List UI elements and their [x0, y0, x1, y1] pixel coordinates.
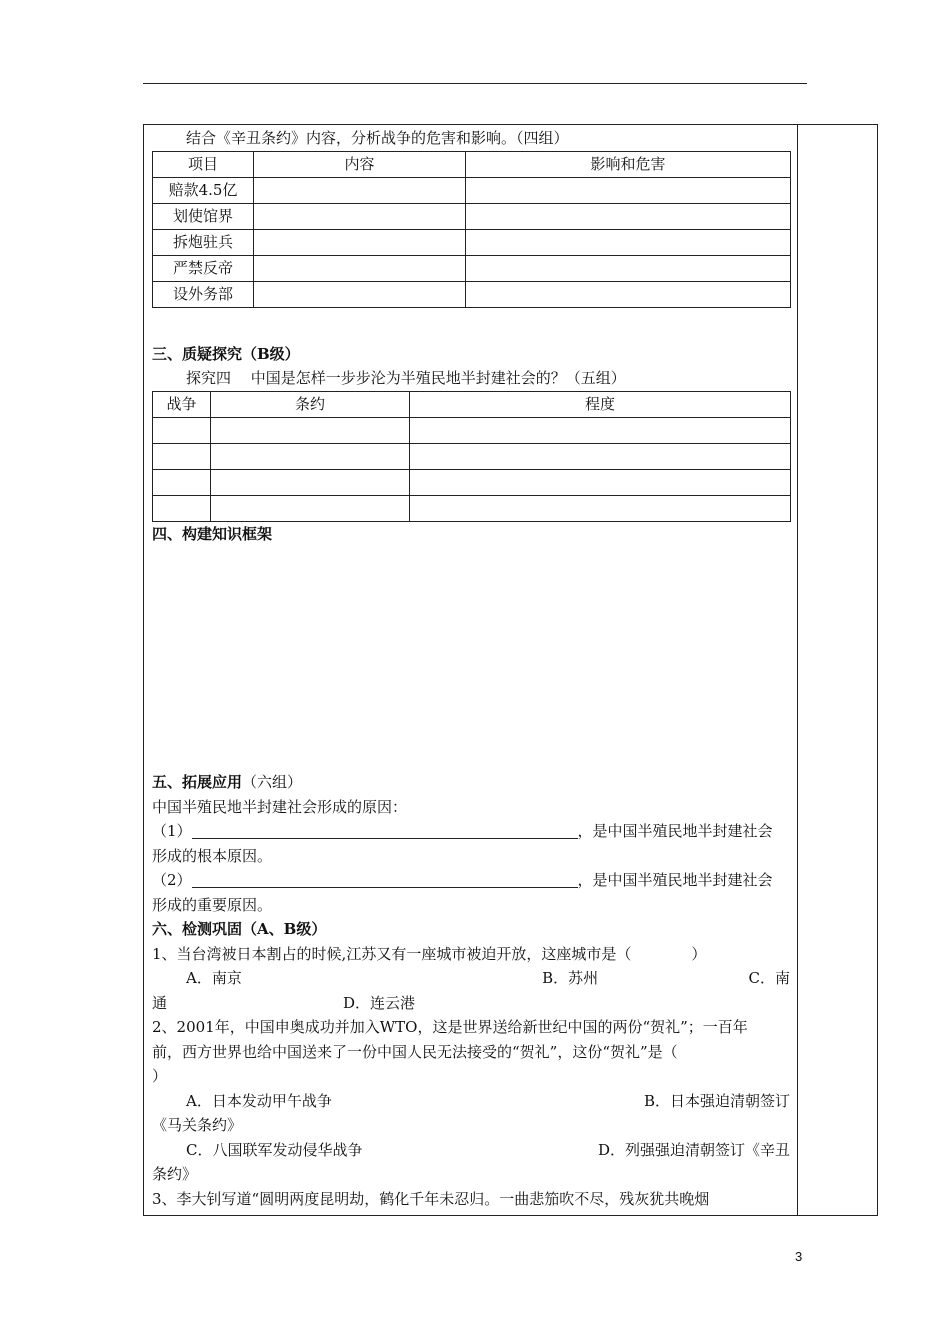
- q2-option-c[interactable]: C．八国联军发动侵华战争: [186, 1140, 363, 1159]
- answer-blank-1[interactable]: [192, 821, 578, 839]
- treaty-cell[interactable]: [211, 469, 410, 495]
- table-row: [153, 469, 791, 495]
- item2-label: （2）: [152, 871, 192, 889]
- q2-options-row-2: [152, 1138, 790, 1163]
- section3-title: 三、质疑探究（B级）: [152, 344, 300, 363]
- q1-option-c-cont: 通: [152, 993, 168, 1012]
- table-header-row: [153, 151, 791, 177]
- q1-option-a[interactable]: A．南京: [186, 969, 242, 987]
- impact-cell[interactable]: [466, 229, 791, 255]
- content-cell[interactable]: [254, 255, 466, 281]
- q3-stem-line1: 3、李大钊写道“圆明两度昆明劫，鹤化千年未忍归。一曲悲笳吹不尽，残灰犹共晚烟: [152, 1189, 710, 1208]
- content-cell[interactable]: [254, 229, 466, 255]
- impact-cell[interactable]: [466, 177, 791, 203]
- q2-stem-line2: 前，西方世界也给中国送来了一份中国人民无法接受的“贺礼”，这份“贺礼”是（: [152, 1042, 678, 1061]
- content-cell[interactable]: [254, 203, 466, 229]
- frame-column-divider: [797, 124, 798, 1216]
- section6-title: 六、检测巩固（A、B级）: [152, 920, 327, 938]
- table-row: [153, 495, 791, 521]
- main-content: [152, 126, 790, 1211]
- row-label: 划使馆界: [153, 203, 254, 229]
- table-row: [153, 255, 791, 281]
- section4-title: 四、构建知识框架: [152, 524, 273, 543]
- header-cell: 战争: [153, 391, 211, 417]
- q1-option-b[interactable]: B．苏州: [542, 969, 599, 987]
- impact-cell[interactable]: [466, 203, 791, 229]
- fill-item-1: [152, 819, 790, 844]
- treaty-cell[interactable]: [211, 417, 410, 443]
- fill-item-2: [152, 868, 790, 893]
- header-rule: [143, 83, 807, 84]
- q1-options-row: [152, 966, 790, 991]
- treaty-cell[interactable]: [211, 443, 410, 469]
- header-cell: 程度: [410, 391, 791, 417]
- section5-group: （六组）: [242, 773, 303, 791]
- section5-heading: [152, 770, 790, 795]
- war-cell[interactable]: [153, 443, 211, 469]
- item1-suffix: ，是中国半殖民地半封建社会: [577, 822, 773, 840]
- q2-options-row-1: [152, 1089, 790, 1114]
- degree-cell[interactable]: [410, 443, 791, 469]
- answer-blank-2[interactable]: [192, 870, 578, 888]
- table-row: [153, 417, 791, 443]
- q1-option-c[interactable]: C．南: [748, 969, 790, 987]
- section5-question: 中国半殖民地半封建社会形成的原因：: [152, 797, 408, 816]
- q2-option-d-cont: 条约》: [152, 1165, 198, 1183]
- degree-cell[interactable]: [410, 469, 791, 495]
- q1-stem: 1、当台湾被日本割占的时候,江苏又有一座城市被迫开放，这座城市是（ ）: [152, 944, 707, 963]
- row-label: 设外务部: [153, 281, 254, 307]
- degree-cell[interactable]: [410, 495, 791, 521]
- table-row: [153, 281, 791, 307]
- treaty-analysis-table: [152, 151, 791, 308]
- item1-continuation: 形成的根本原因。: [152, 846, 273, 865]
- header-cell: 影响和危害: [466, 151, 791, 177]
- row-label: 拆炮驻兵: [153, 229, 254, 255]
- section5-title: 五、拓展应用: [152, 773, 243, 791]
- section3-prompt: 探究四 中国是怎样一步步沦为半殖民地半封建社会的？（五组）: [186, 369, 626, 387]
- header-cell: 内容: [254, 151, 466, 177]
- war-cell[interactable]: [153, 469, 211, 495]
- war-treaty-table: [152, 391, 791, 522]
- table-header-row: [153, 391, 791, 417]
- page-number: 3: [795, 1249, 803, 1264]
- table-row: [153, 229, 791, 255]
- war-cell[interactable]: [153, 417, 211, 443]
- row-label: 严禁反帝: [153, 255, 254, 281]
- item2-suffix: ，是中国半殖民地半封建社会: [577, 871, 773, 889]
- q2-stem-line1: 2、2001年，中国申奥成功并加入WTO，这是世界送给新世纪中国的两份“贺礼”；一百年: [152, 1018, 748, 1036]
- intro-text: 结合《辛丑条约》内容，分析战争的危害和影响。（四组）: [186, 129, 569, 147]
- header-cell: 条约: [211, 391, 410, 417]
- item2-continuation: 形成的重要原因。: [152, 895, 273, 914]
- q1-option-d[interactable]: D．连云港: [343, 993, 416, 1012]
- q1-options-row-2: [152, 991, 790, 1016]
- content-cell[interactable]: [254, 281, 466, 307]
- table-row: [153, 443, 791, 469]
- impact-cell[interactable]: [466, 255, 791, 281]
- q2-stem-line3: ）: [152, 1067, 168, 1085]
- table-row: [153, 177, 791, 203]
- row-label: 赔款4.5亿: [153, 177, 254, 203]
- q2-option-b-cont: 《马关条约》: [152, 1116, 243, 1134]
- war-cell[interactable]: [153, 495, 211, 521]
- q2-option-d[interactable]: D．列强强迫清朝签订《辛丑: [597, 1140, 790, 1159]
- q2-option-b[interactable]: B．日本强迫清朝签订: [643, 1091, 790, 1110]
- impact-cell[interactable]: [466, 281, 791, 307]
- q2-option-a[interactable]: A．日本发动甲午战争: [186, 1091, 332, 1110]
- table-row: [153, 203, 791, 229]
- treaty-cell[interactable]: [211, 495, 410, 521]
- knowledge-framework-area[interactable]: [152, 546, 790, 770]
- degree-cell[interactable]: [410, 417, 791, 443]
- header-cell: 项目: [153, 151, 254, 177]
- item1-label: （1）: [152, 822, 192, 840]
- content-cell[interactable]: [254, 177, 466, 203]
